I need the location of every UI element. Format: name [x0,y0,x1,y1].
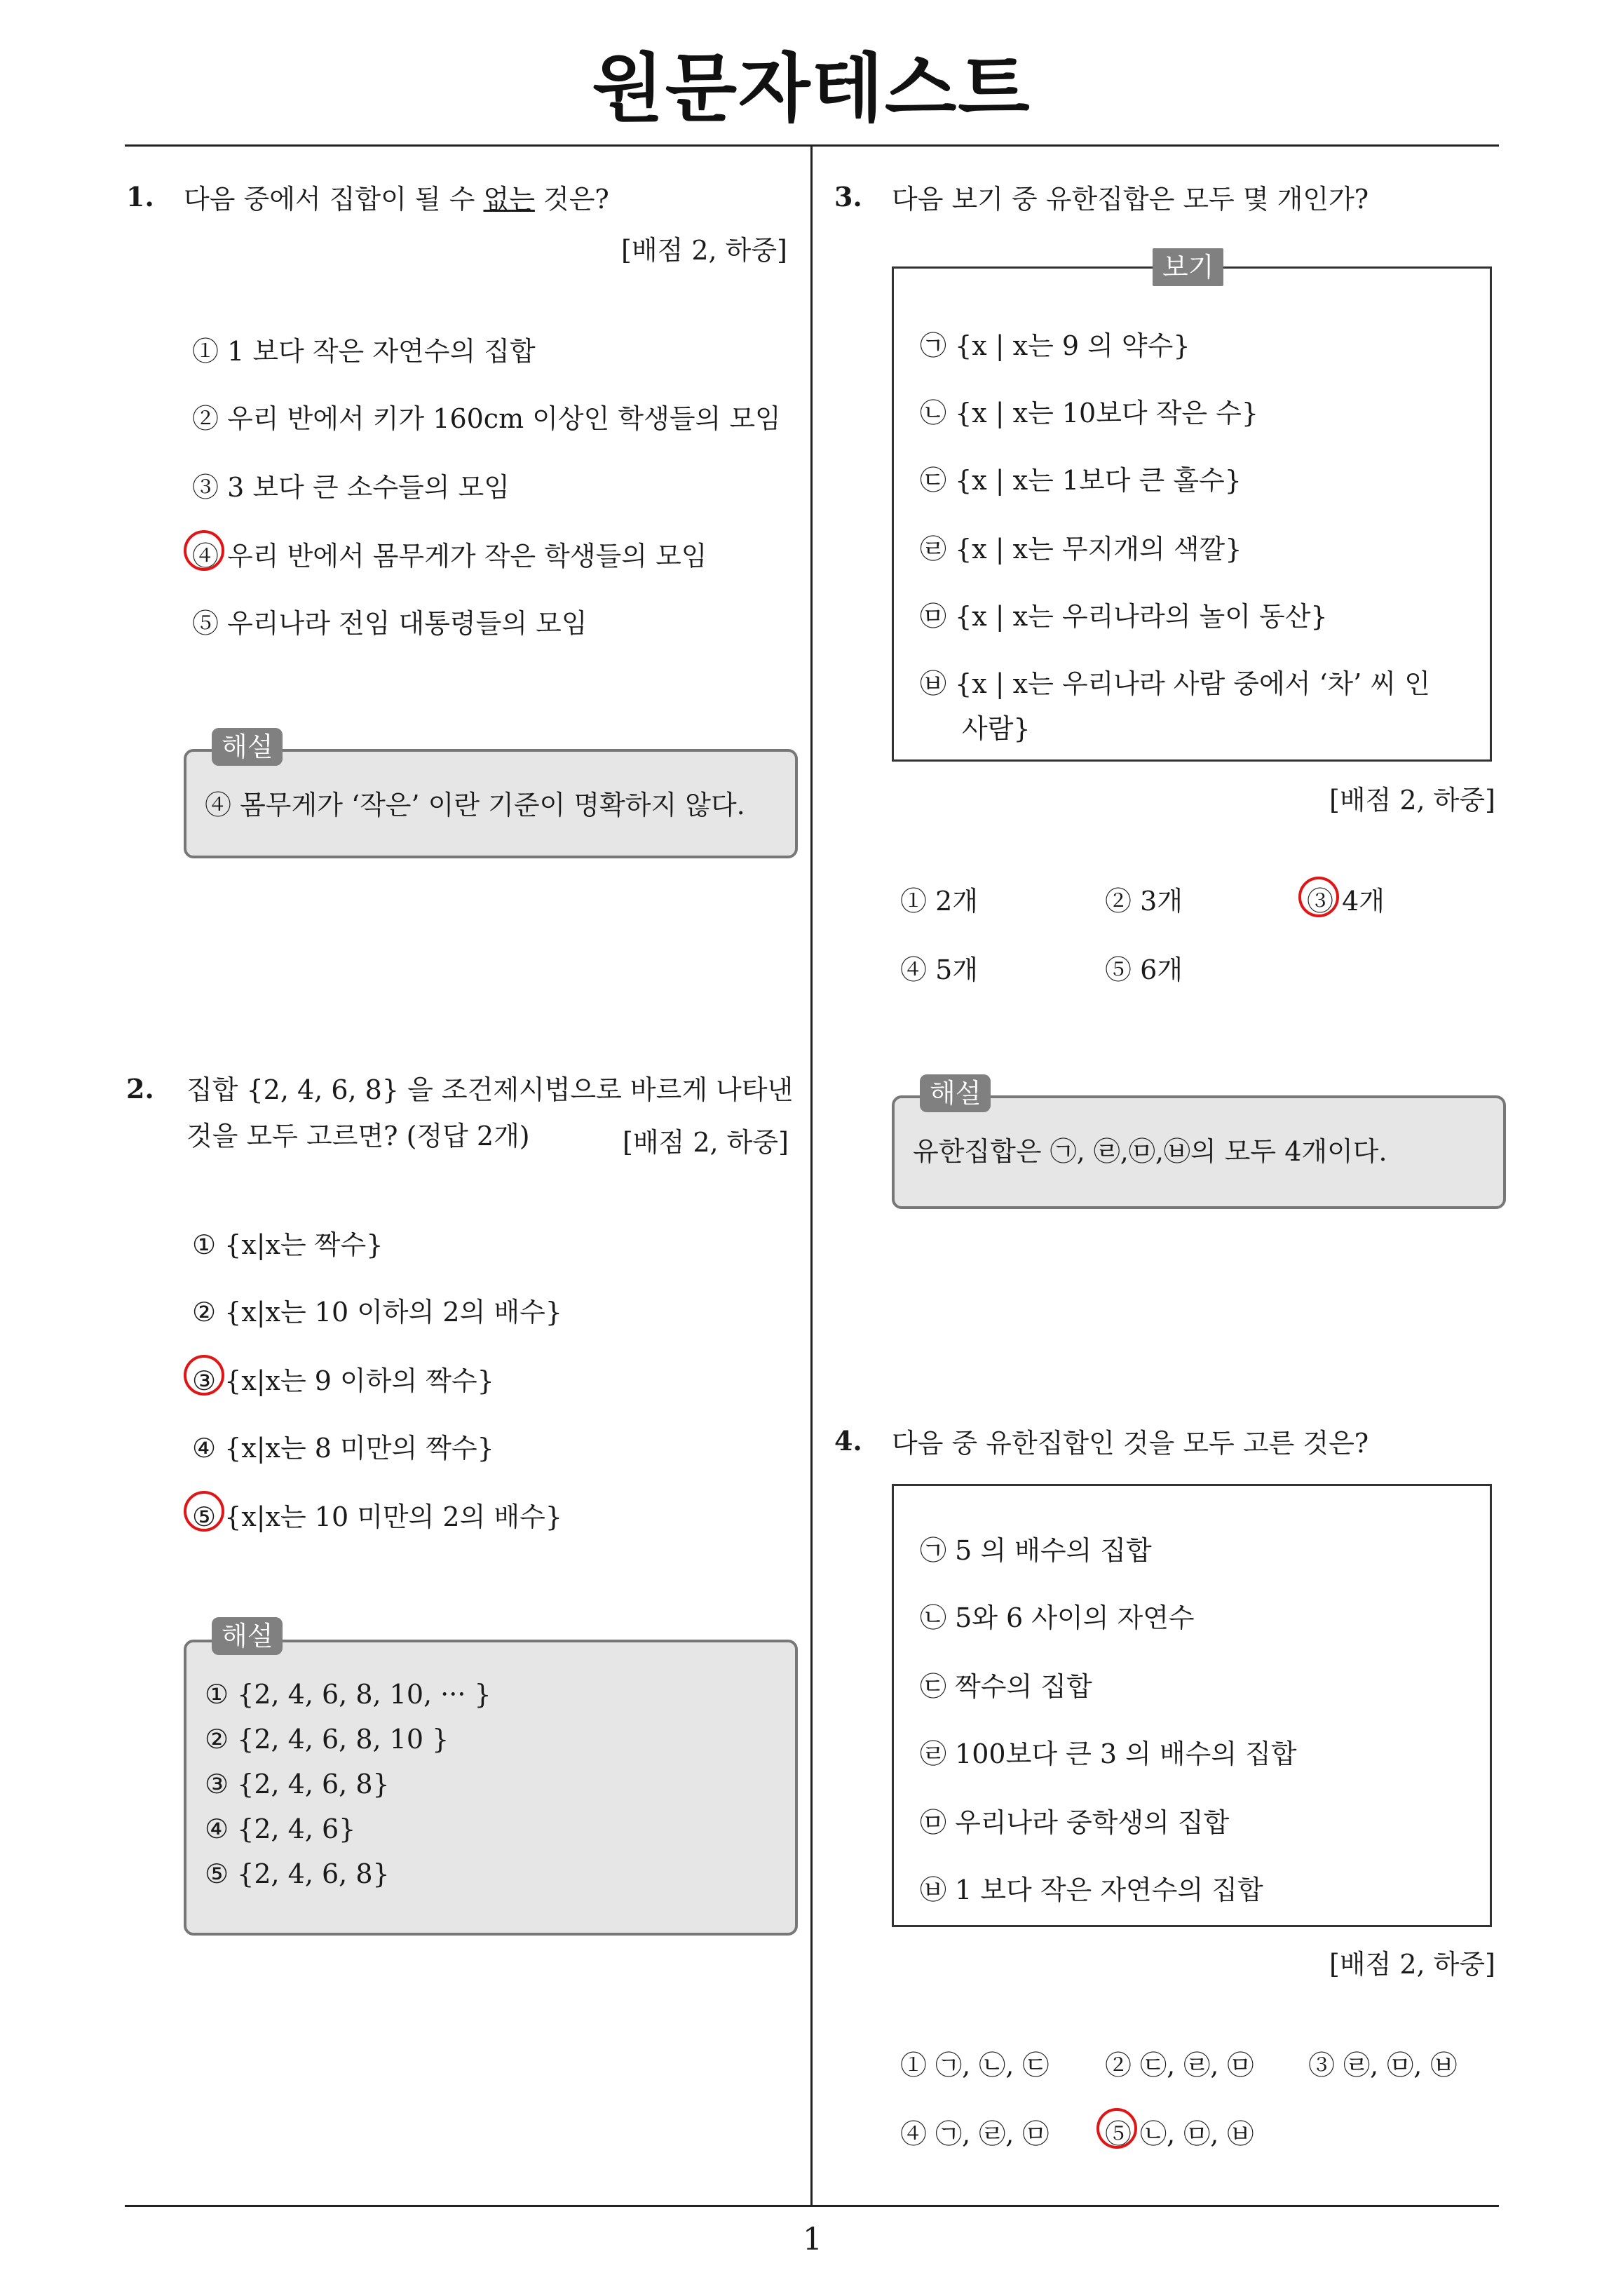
option-4[interactable]: ④ {x|x는 8 미만의 짝수} [192,1433,494,1464]
answer-mark-circle [1096,2108,1137,2149]
example-item-2: ㉡ 5와 6 사이의 자연수 [920,1602,1195,1633]
option-4[interactable]: ④ 우리 반에서 몸무게가 작은 학생들의 모임 [192,541,707,572]
emphasis-underlined: 없는 [483,184,535,215]
example-item-1: ㉠ 5 의 배수의 집합 [920,1535,1152,1566]
question-number: 3. [834,181,862,212]
answer-mark-circle [184,530,224,571]
score-label: [배점 2, 하중] [1329,1949,1495,1980]
score-label: [배점 2, 하중] [623,1127,789,1158]
option-3[interactable]: ③ 4개 [1307,886,1385,917]
option-5[interactable]: ⑤ 우리나라 전임 대통령들의 모임 [192,608,588,639]
option-4[interactable]: ④ 5개 [900,954,978,985]
question-text-line1: 집합 {2, 4, 6, 8} 을 조건제시법으로 바르게 나타낸 [186,1074,794,1105]
score-label: [배점 2, 하중] [1329,785,1495,816]
option-1[interactable]: ① 1 보다 작은 자연수의 집합 [192,336,536,367]
example-item-3: ㉢ 짝수의 집합 [920,1671,1092,1702]
explanation-tag: 해설 [920,1074,991,1112]
question-text: 다음 보기 중 유한집합은 모두 몇 개인가? [892,184,1369,215]
question-number: 2. [126,1073,154,1105]
option-5[interactable]: ⑤ ㉡, ㉤, ㉥ [1105,2119,1254,2149]
option-1[interactable]: ① {x|x는 짝수} [192,1229,383,1260]
example-item-2: ㉡ {x | x는 10보다 작은 수} [920,398,1259,428]
option-2[interactable]: ② 3개 [1105,886,1183,917]
option-5[interactable]: ⑤ 6개 [1105,954,1183,985]
option-2[interactable]: ② 우리 반에서 키가 160cm 이상인 학생들의 모임 [192,403,781,434]
question-number: 4. [834,1425,862,1457]
answer-mark-circle [184,1491,224,1532]
answer-mark-circle [1298,877,1339,917]
page-number: 1 [803,2222,822,2257]
explanation-line-4: ④ {2, 4, 6} [205,1814,356,1844]
option-1[interactable]: ① ㉠, ㉡, ㉢ [900,2050,1050,2081]
example-box-tag: 보기 [1153,248,1223,286]
option-3[interactable]: ③ ㉣, ㉤, ㉥ [1308,2050,1458,2081]
example-item-6: ㉥ 1 보다 작은 자연수의 집합 [920,1875,1263,1905]
option-3[interactable]: ③ {x|x는 9 이하의 짝수} [192,1365,494,1396]
explanation-tag: 해설 [212,1617,283,1655]
explanation-line-3: ③ {2, 4, 6, 8} [205,1769,390,1799]
option-2[interactable]: ② ㉢, ㉣, ㉤ [1105,2050,1254,2081]
explanation-line-1: ① {2, 4, 6, 8, 10, ··· } [205,1679,491,1710]
option-2[interactable]: ② {x|x는 10 이하의 2의 배수} [192,1297,562,1328]
example-item-5: ㉤ 우리나라 중학생의 집합 [920,1807,1230,1838]
option-3[interactable]: ③ 3 보다 큰 소수들의 모임 [192,472,510,503]
example-item-4: ㉣ {x | x는 무지개의 색깔} [920,534,1242,565]
option-4[interactable]: ④ ㉠, ㉣, ㉤ [900,2119,1050,2149]
question-text-line2: 것을 모두 고르면? (정답 2개) [186,1121,530,1152]
example-item-6-cont: 사람} [962,713,1031,744]
explanation-text: ④ 몸무게가 ‘작은’ 이란 기준이 명확하지 않다. [205,790,745,821]
answer-mark-circle [184,1355,224,1396]
example-item-3: ㉢ {x | x는 1보다 큰 홀수} [920,465,1242,496]
explanation-line-5: ⑤ {2, 4, 6, 8} [205,1858,390,1889]
example-item-6: ㉥ {x | x는 우리나라 사람 중에서 ‘차’ 씨 인 [920,668,1430,699]
question-text: 다음 중 유한집합인 것을 모두 고른 것은? [892,1428,1369,1459]
option-1[interactable]: ① 2개 [900,886,978,917]
example-item-5: ㉤ {x | x는 우리나라의 놀이 동산} [920,601,1328,632]
option-5[interactable]: ⑤ {x|x는 10 미만의 2의 배수} [192,1501,562,1532]
explanation-text: 유한집합은 ㉠, ㉣,㉤,㉥의 모두 4개이다. [913,1136,1387,1167]
question-number: 1. [126,181,154,212]
example-item-4: ㉣ 100보다 큰 3 의 배수의 집합 [920,1738,1297,1769]
question-text: 다음 중에서 집합이 될 수 없는 것은? [184,184,609,215]
example-item-1: ㉠ {x | x는 9 의 약수} [920,330,1190,361]
explanation-tag: 해설 [212,728,283,766]
footer-divider [125,2205,1499,2207]
column-divider [810,144,813,2206]
score-label: [배점 2, 하중] [621,235,787,266]
page-title: 원문자테스트 [592,46,1031,132]
explanation-line-2: ② {2, 4, 6, 8, 10 } [205,1724,449,1755]
